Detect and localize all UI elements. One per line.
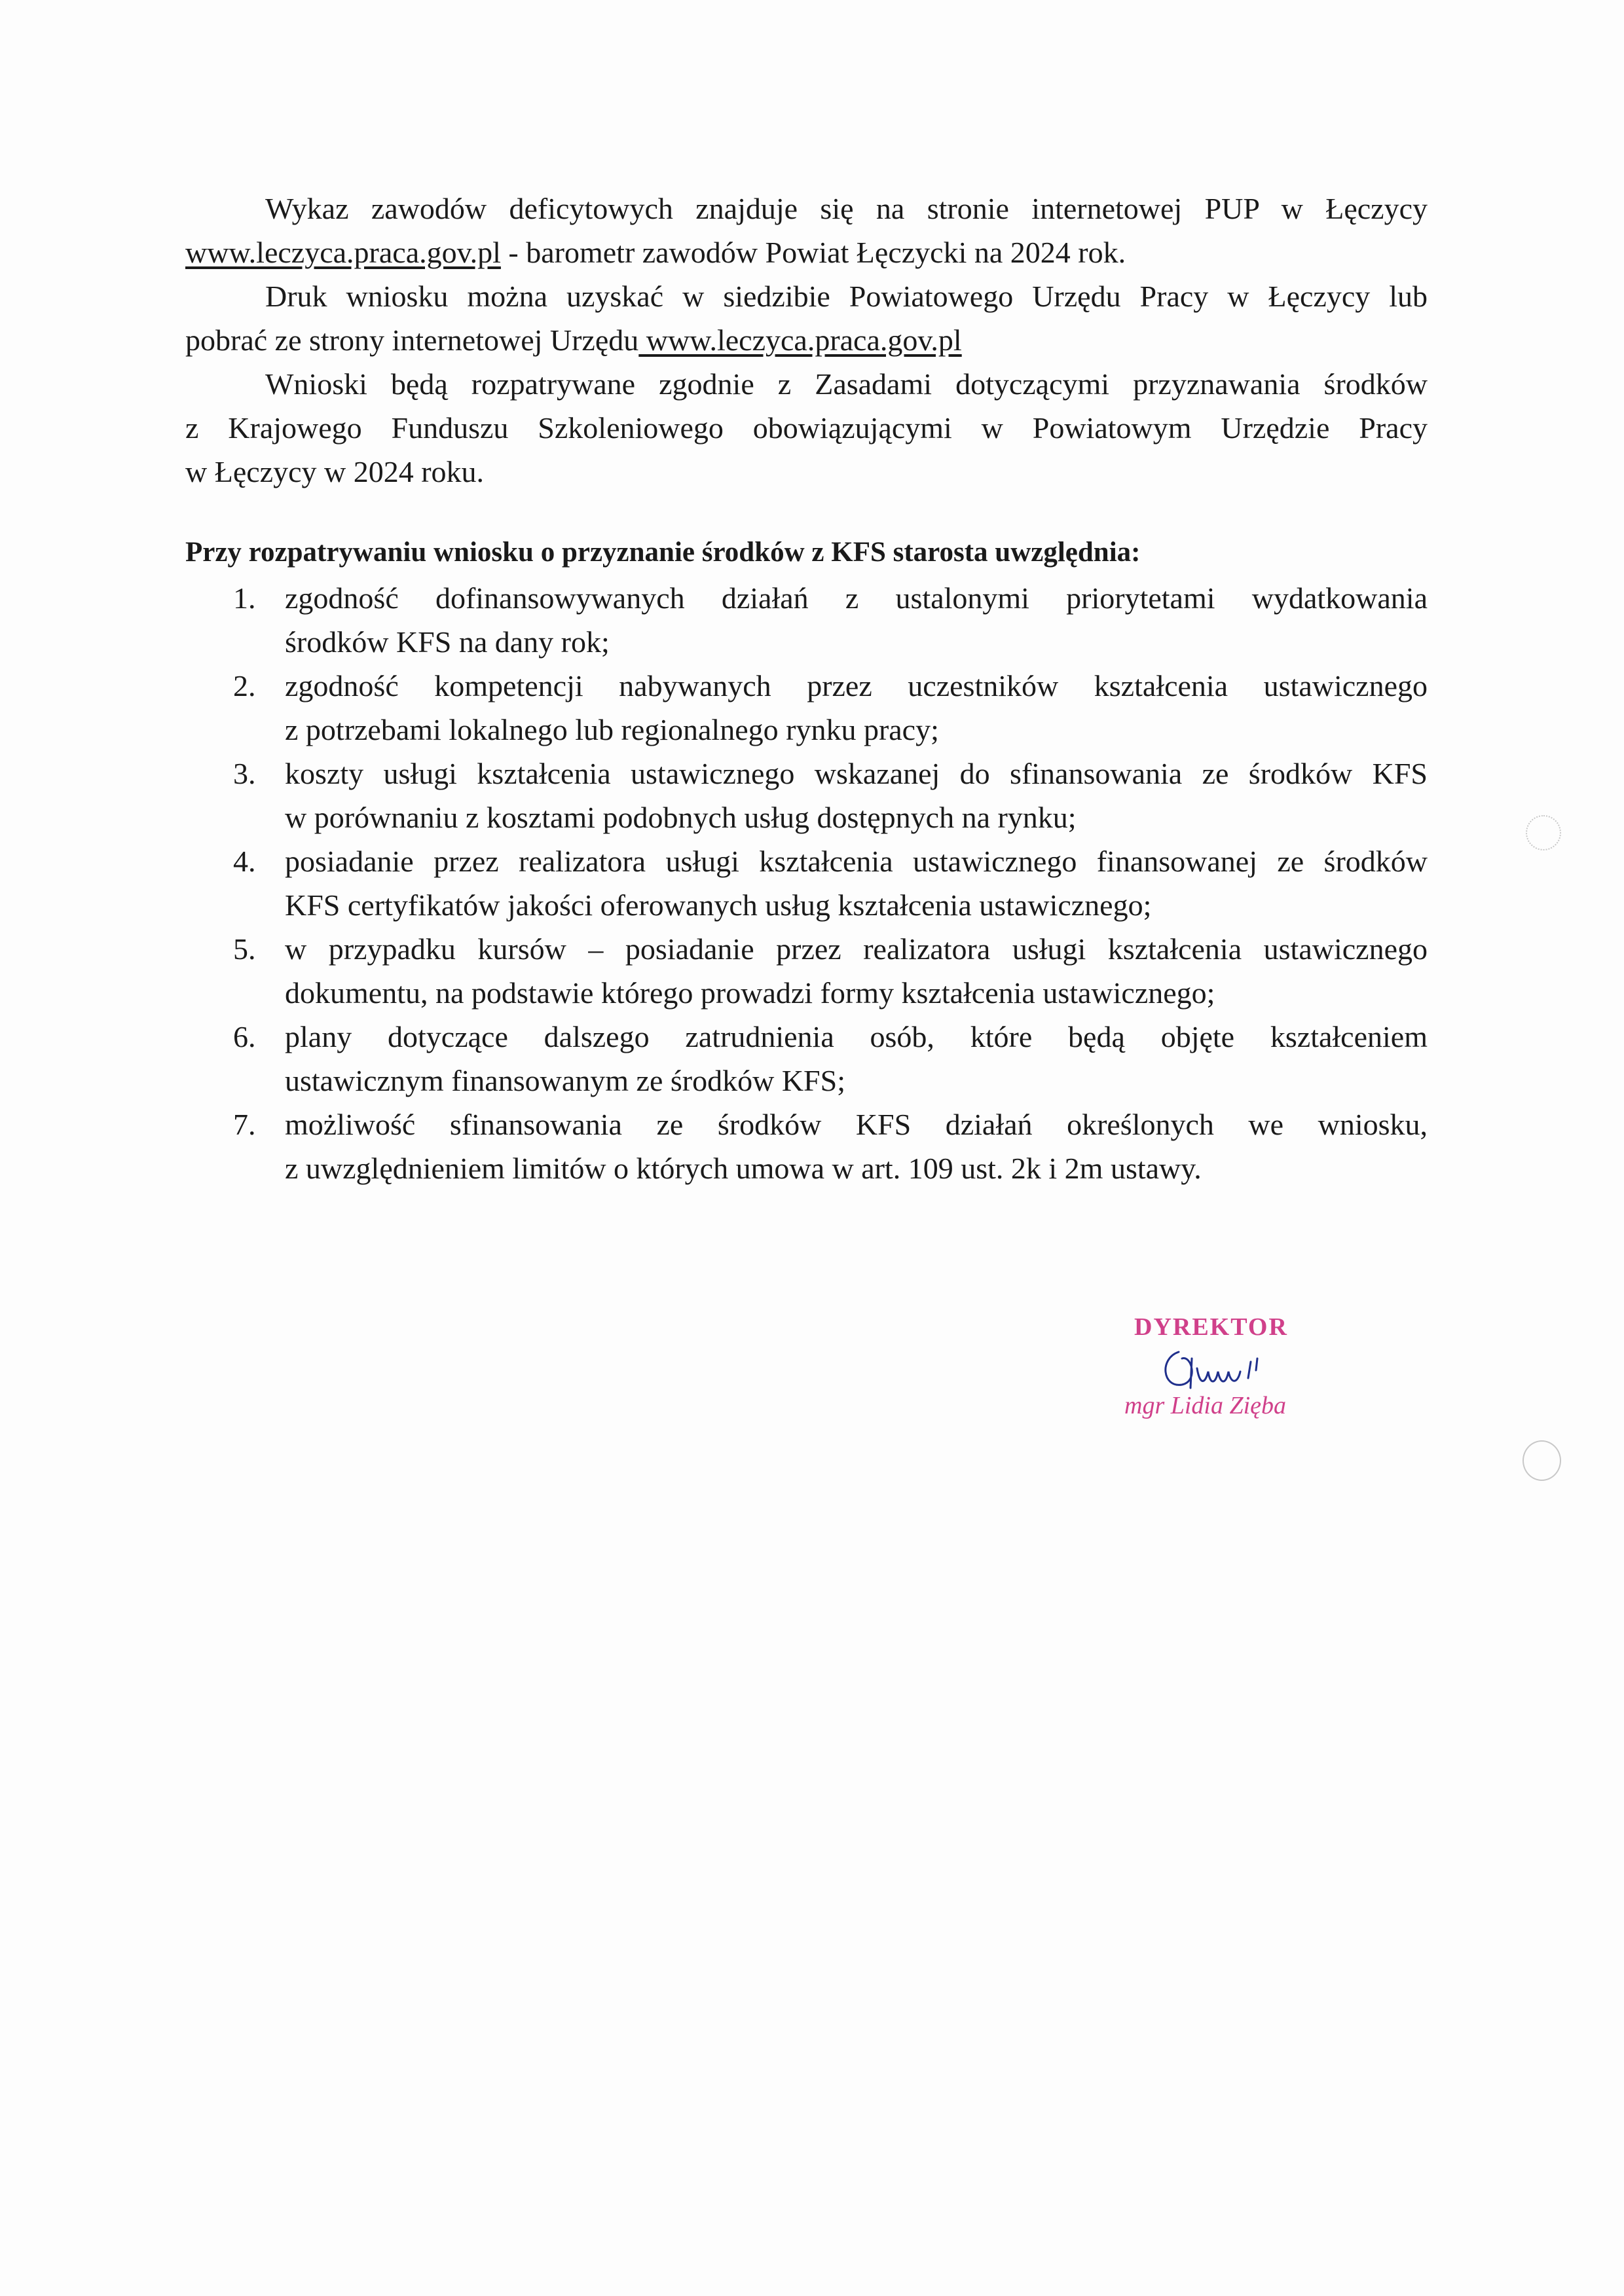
paragraph-text: Druk wniosku można uzyskać w siedzibie Powiatowego Urzędu Pracy w Łęczycy lub [265, 280, 1428, 313]
stamp-title: DYREKTOR [1134, 1313, 1288, 1341]
list-number: 3. [233, 757, 256, 790]
paragraph-rules-cont [185, 450, 1428, 494]
criteria-list [185, 576, 1428, 1190]
intro-text [185, 187, 1428, 494]
list-item-text: zgodność kompetencji nabywanych przez uczestników kształcenia ustawicznego [285, 669, 1428, 702]
signatory-name: mgr Lidia Zięba [1124, 1392, 1287, 1419]
paragraph-text: Wykaz zawodów deficytowych znajduje się na stronie internetowej PUP w Łęczycy [265, 192, 1428, 225]
list-item [185, 927, 1428, 1015]
list-number: 1. [233, 581, 256, 615]
list-item-text: dokumentu, na podstawie którego prowadzi formy kształcenia ustawicznego; [285, 976, 1215, 1010]
list-item [185, 1015, 1428, 1102]
paragraph-text: w Łęczycy w 2024 roku. [185, 455, 485, 488]
list-item-text: możliwość sfinansowania ze środków KFS działań określonych we wniosku, [285, 1108, 1428, 1141]
list-item-text: środków KFS na dany rok; [285, 625, 610, 659]
list-item [185, 839, 1428, 927]
punch-hole-mark [1522, 1440, 1561, 1481]
signature-stamp [1113, 1313, 1329, 1444]
paragraph-text: Wnioski będą rozpatrywane zgodnie z Zasadami dotyczącymi przyznawania środków [265, 367, 1428, 401]
list-item-text: ustawicznym finansowanym ze środków KFS; [285, 1064, 845, 1097]
criteria-heading-block [185, 530, 1428, 574]
punch-hole-mark [1526, 815, 1561, 850]
paragraph-deficit-professions-cont [185, 230, 1428, 274]
paragraph-application-form-cont [185, 318, 1428, 362]
list-item [185, 664, 1428, 752]
list-number: 7. [233, 1108, 256, 1141]
paragraph-text: - barometr zawodów Powiat Łęczycki na 2024 rok. [500, 236, 1126, 269]
list-number: 5. [233, 932, 256, 966]
paragraph-rules [185, 362, 1428, 406]
list-item-text: zgodność dofinansowywanych działań z ustalonymi priorytetami wydatkowania [285, 581, 1428, 615]
paragraph-text: pobrać ze strony internetowej Urzędu [185, 323, 639, 357]
paragraph-application-form [185, 274, 1428, 318]
list-item [185, 1102, 1428, 1190]
list-item-text: posiadanie przez realizatora usługi kształcenia ustawicznego finansowanej ze środków [285, 845, 1428, 878]
handwritten-signature [1153, 1332, 1283, 1398]
pup-website-link[interactable]: www.leczyca.praca.gov.pl [185, 236, 501, 269]
list-item-text: plany dotyczące dalszego zatrudnienia osób, które będą objęte kształceniem [285, 1020, 1428, 1053]
paragraph-deficit-professions [185, 187, 1428, 230]
paragraph-text: z Krajowego Funduszu Szkoleniowego obowiązującymi w Powiatowym Urzędzie Pracy [185, 411, 1428, 445]
list-item-text: w porównaniu z kosztami podobnych usług dostępnych na rynku; [285, 801, 1077, 834]
list-number: 6. [233, 1020, 256, 1053]
criteria-heading: Przy rozpatrywaniu wniosku o przyznanie środków z KFS starosta uwzględnia: [185, 537, 1141, 568]
list-item-text: w przypadku kursów – posiadanie przez realizatora usługi kształcenia ustawicznego [285, 932, 1428, 966]
list-number: 4. [233, 845, 256, 878]
list-item-text: KFS certyfikatów jakości oferowanych usług kształcenia ustawicznego; [285, 888, 1152, 922]
list-item-text: z uwzględnieniem limitów o których umowa w art. 109 ust. 2k i 2m ustawy. [285, 1152, 1202, 1185]
list-item [185, 752, 1428, 839]
list-item [185, 576, 1428, 664]
pup-website-link[interactable]: www.leczyca.praca.gov.pl [638, 323, 962, 357]
list-number: 2. [233, 669, 256, 702]
list-item-text: koszty usługi kształcenia ustawicznego wskazanej do sfinansowania ze środków KFS [285, 757, 1428, 790]
paragraph-rules-cont [185, 406, 1428, 450]
list-item-text: z potrzebami lokalnego lub regionalnego rynku pracy; [285, 713, 939, 746]
